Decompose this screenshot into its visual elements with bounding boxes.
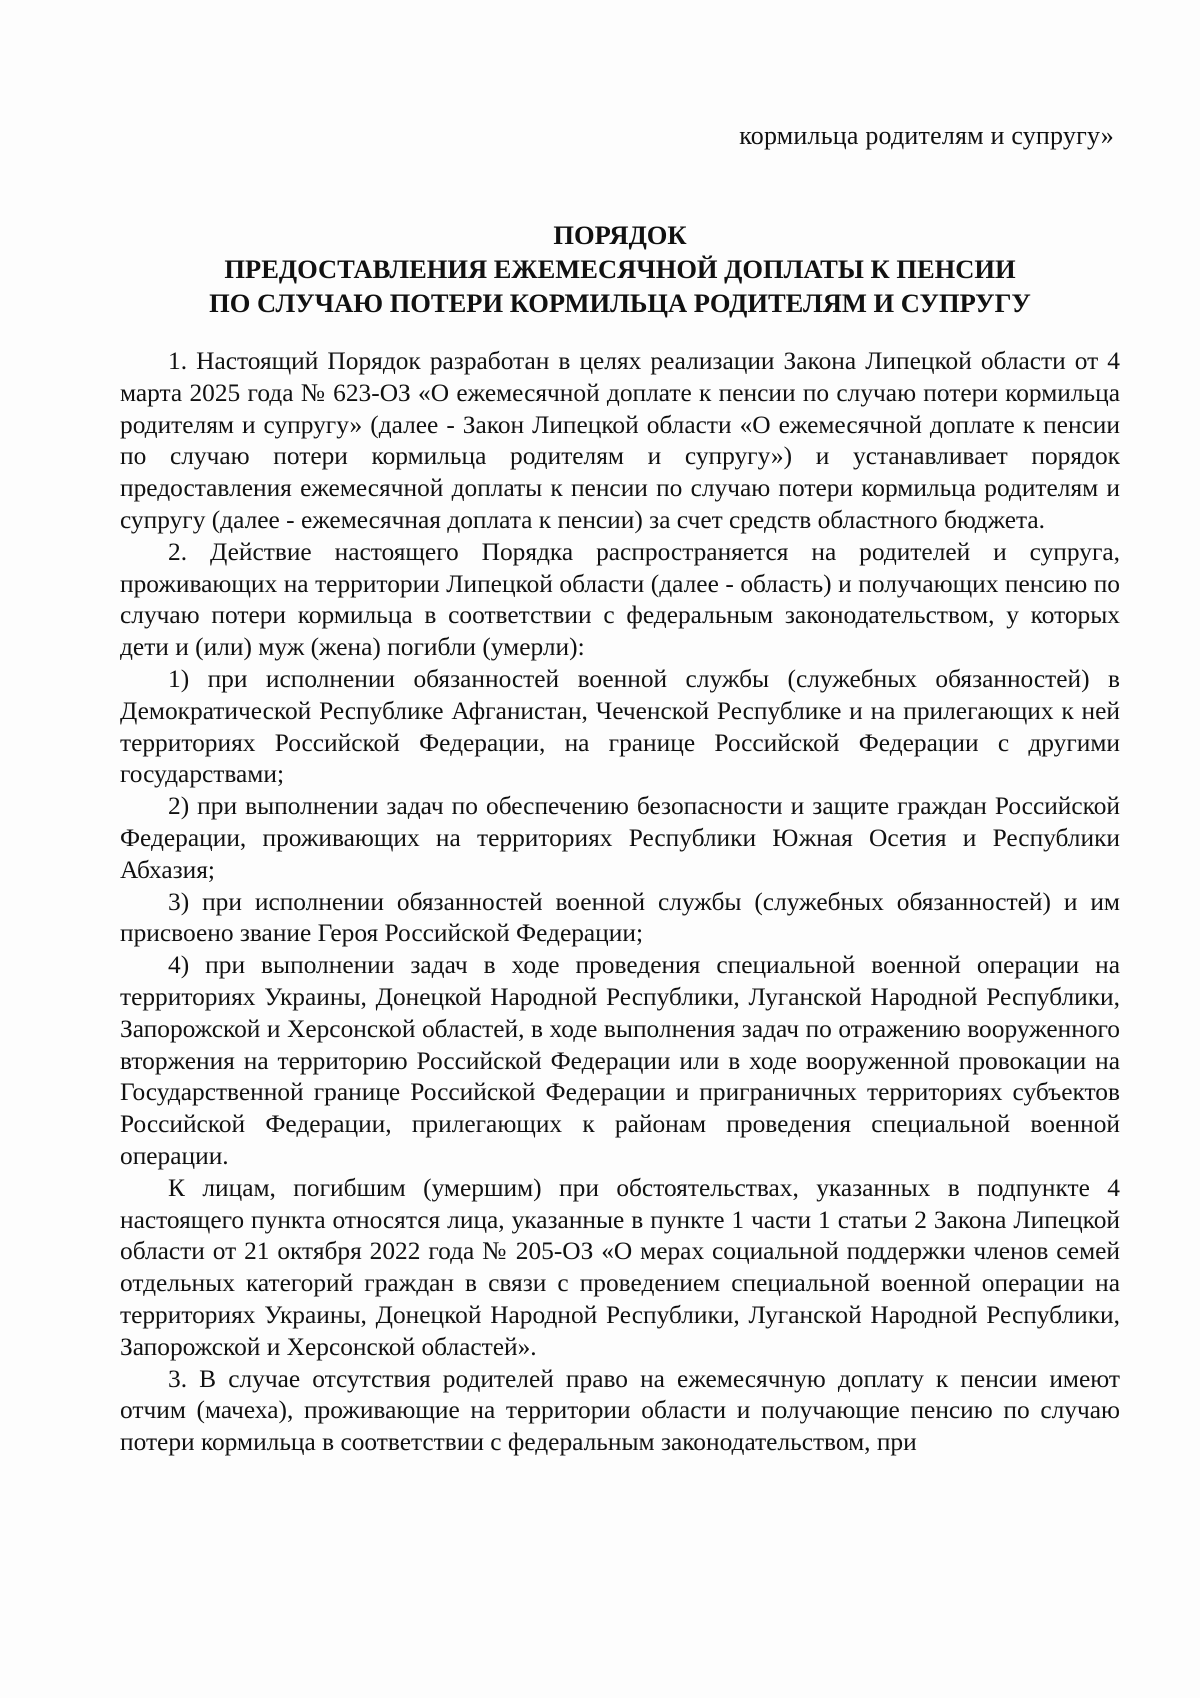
subparagraph-4: 4) при выполнении задач в ходе проведения специальной военной операции на территориях Украины, Донецкой Народной Республики, Луганской Народной Республики, Запорожской и Херсонской областей, в ходе выполнения задач по отражению вооруженного вторжения на территорию Российской Федерации или в ходе вооруженной провокации на Государственной границе Российской Федерации и приграничных территориях субъектов Российской Федерации, прилегающих к районам проведения специальной военной операции. (120, 951, 1120, 1170)
subparagraph-3: 3) при исполнении обязанностей военной службы (служебных обязанностей) и им присвоено звание Героя Российской Федерации; (120, 887, 1120, 948)
document-body (120, 346, 1120, 1459)
title-line-1: ПОРЯДОК (553, 220, 687, 250)
paragraph-persons: К лицам, погибшим (умершим) при обстоятельствах, указанных в подпункте 4 настоящего пункта относятся лица, указанные в пункте 1 части 1 статьи 2 Закона Липецкой области от 21 октября 2022 года № 205-ОЗ «О мерах социальной поддержки членов семей отдельных категорий граждан в связи с проведением специальной военной операции на территориях Украины, Донецкой Народной Республики, Луганской Народной Республики, Запорожской и Херсонской областей». (120, 1173, 1120, 1361)
title-line-2: ПРЕДОСТАВЛЕНИЯ ЕЖЕМЕСЯЧНОЙ ДОПЛАТЫ К ПЕНСИИ (224, 254, 1016, 284)
document-title (120, 218, 1120, 320)
title-line-3: ПО СЛУЧАЮ ПОТЕРИ КОРМИЛЬЦА РОДИТЕЛЯМ И СУПРУГУ (209, 288, 1031, 318)
paragraph-3: 3. В случае отсутствия родителей право на ежемесячную доплату к пенсии имеют отчим (мачеха), проживающие на территории области и получающие пенсию по случаю потери кормильца в соответствии с федеральным законодательством, при (120, 1364, 1120, 1457)
paragraph-2: 2. Действие настоящего Порядка распространяется на родителей и супруга, проживающих на территории Липецкой области (далее - область) и получающих пенсию по случаю потери кормильца в соответствии с федеральным законодательством, у которых дети и (или) муж (жена) погибли (умерли): (120, 537, 1120, 662)
paragraph-1: 1. Настоящий Порядок разработан в целях реализации Закона Липецкой области от 4 марта 2025 года № 623-ОЗ «О ежемесячной доплате к пенсии по случаю потери кормильца родителям и супругу» (далее - Закон Липецкой области «О ежемесячной доплате к пенсии по случаю потери кормильца родителям и супругу») и устанавливает порядок предоставления ежемесячной доплаты к пенсии по случаю потери кормильца родителям и супругу (далее - ежемесячная доплата к пенсии) за счет средств областного бюджета. (120, 347, 1120, 534)
subparagraph-1: 1) при исполнении обязанностей военной службы (служебных обязанностей) в Демократической Республике Афганистан, Чеченской Республике и на прилегающих к ней территориях Российской Федерации, на границе Российской Федерации с другими государствами; (120, 664, 1120, 789)
subparagraph-2: 2) при выполнении задач по обеспечению безопасности и защите граждан Российской Федерации, проживающих на территориях Республики Южная Осетия и Республики Абхазия; (120, 792, 1120, 884)
header-note: кормильца родителям и супругу» (739, 121, 1114, 150)
